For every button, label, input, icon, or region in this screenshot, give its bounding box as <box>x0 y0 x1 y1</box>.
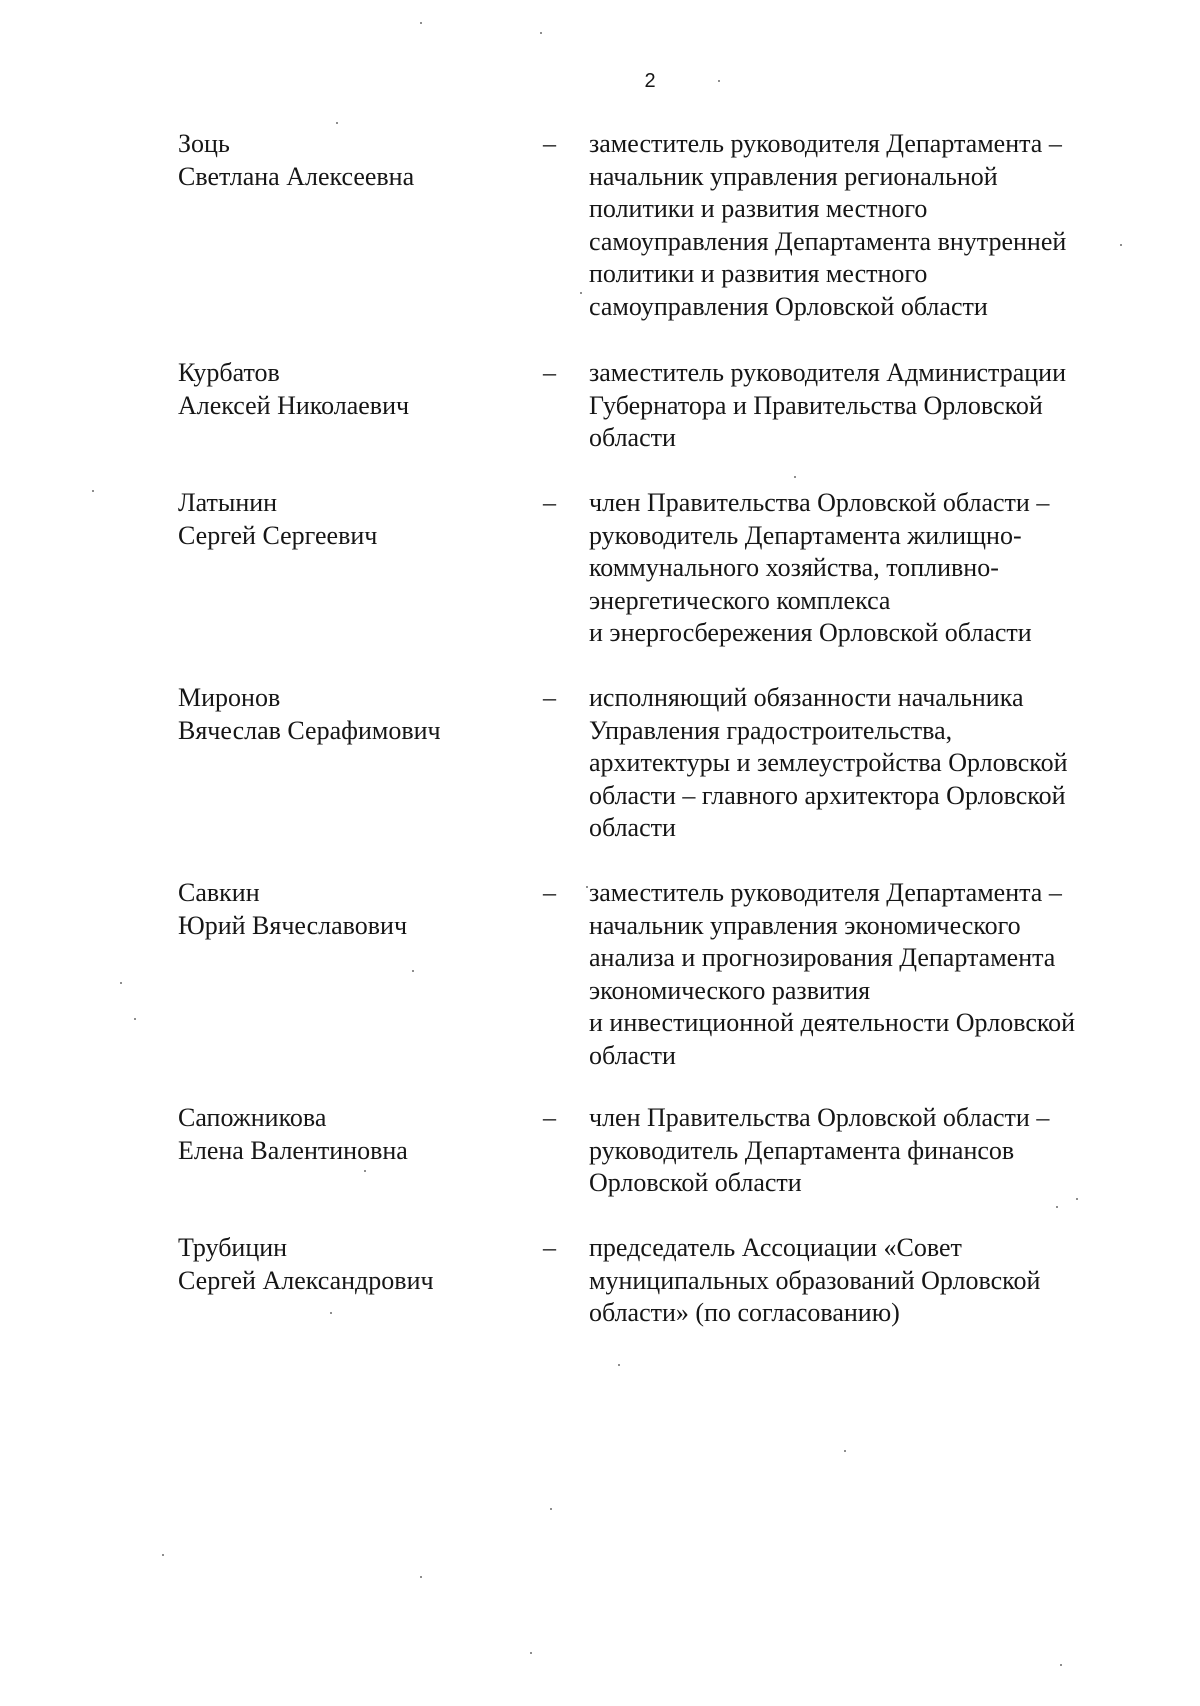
page-number: 2 <box>644 70 656 92</box>
member-surname: Курбатов <box>178 358 280 387</box>
position-line: области <box>589 1040 676 1070</box>
position-line: член Правительства Орловской области – <box>589 1103 1050 1132</box>
position-line: начальник управления экономического <box>589 910 1021 940</box>
position-line: архитектуры и землеустройства Орловской <box>589 748 1068 777</box>
member-given-names: Елена Валентиновна <box>178 1135 408 1165</box>
member-surname: Савкин <box>178 878 260 907</box>
position-line: Губернатора и Правительства Орловской <box>589 390 1043 420</box>
position-line: анализа и прогнозирования Департамента <box>589 943 1056 972</box>
position-line: и энергосбережения Орловской области <box>589 618 1032 647</box>
member-name <box>178 487 508 552</box>
position-line: области – главного архитектора Орловской <box>589 780 1066 810</box>
position-line: заместитель руководителя Департамента – <box>589 878 1062 907</box>
position-line: экономического развития <box>589 975 871 1005</box>
member-given-names: Вячеслав Серафимович <box>178 715 441 745</box>
position-line: политики и развития местного <box>589 259 928 288</box>
member-position <box>589 682 1149 845</box>
member-name <box>178 128 508 193</box>
position-line: начальник управления региональной <box>589 161 998 191</box>
position-line: и инвестиционной деятельности Орловской <box>589 1008 1076 1037</box>
member-position <box>589 877 1149 1072</box>
member-name <box>178 1102 508 1167</box>
member-given-names: Светлана Алексеевна <box>178 161 415 191</box>
member-name <box>178 357 508 422</box>
position-line: области» (по согласованию) <box>589 1298 900 1327</box>
member-dash: – <box>543 683 556 712</box>
position-line: Орловской области <box>589 1168 802 1197</box>
member-surname: Миронов <box>178 683 281 712</box>
member-dash: – <box>543 129 556 158</box>
position-line: исполняющий обязанности начальника <box>589 683 1024 712</box>
position-line: самоуправления Департамента внутренней <box>589 226 1067 256</box>
member-position <box>589 487 1149 650</box>
member-position <box>589 128 1149 323</box>
position-line: заместитель руководителя Администрации <box>589 358 1067 387</box>
member-dash: – <box>543 358 556 387</box>
member-position <box>589 357 1149 455</box>
position-line: руководитель Департамента жилищно- <box>589 520 1022 550</box>
position-line: муниципальных образований Орловской <box>589 1265 1041 1295</box>
member-name <box>178 877 508 942</box>
position-line: коммунального хозяйства, топливно- <box>589 553 999 582</box>
member-dash: – <box>543 1233 556 1262</box>
member-given-names: Сергей Александрович <box>178 1265 434 1295</box>
member-surname: Сапожникова <box>178 1103 327 1132</box>
member-dash: – <box>543 1103 556 1132</box>
position-line: Управления градостроительства, <box>589 715 953 745</box>
member-dash: – <box>543 878 556 907</box>
member-given-names: Алексей Николаевич <box>178 390 410 420</box>
position-line: руководитель Департамента финансов <box>589 1135 1015 1165</box>
member-name <box>178 682 508 747</box>
position-line: заместитель руководителя Департамента – <box>589 129 1062 158</box>
member-position <box>589 1102 1149 1200</box>
member-surname: Зоць <box>178 129 230 158</box>
position-line: член Правительства Орловской области – <box>589 488 1050 517</box>
member-name <box>178 1232 508 1297</box>
position-line: председатель Ассоциации «Совет <box>589 1233 962 1262</box>
position-line: области <box>589 813 676 842</box>
position-line: политики и развития местного <box>589 194 928 223</box>
member-surname: Латынин <box>178 488 278 517</box>
member-given-names: Юрий Вячеславович <box>178 910 408 940</box>
member-position <box>589 1232 1149 1330</box>
position-line: самоуправления Орловской области <box>589 291 988 321</box>
member-dash: – <box>543 488 556 517</box>
member-surname: Трубицин <box>178 1233 288 1262</box>
position-line: энергетического комплекса <box>589 585 891 615</box>
position-line: области <box>589 423 676 452</box>
member-given-names: Сергей Сергеевич <box>178 520 378 550</box>
